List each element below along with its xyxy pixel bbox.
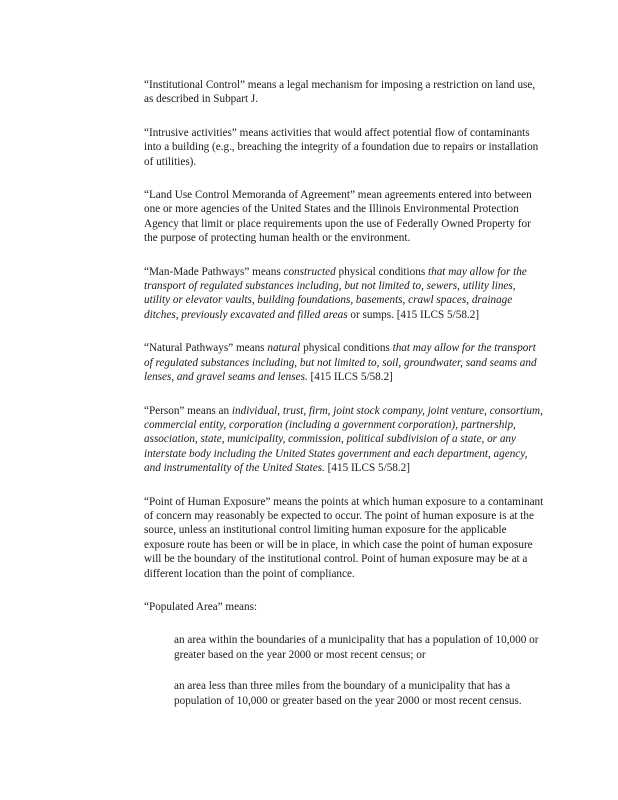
text-run: physical conditions (300, 342, 393, 355)
text-run: “Person” means an (144, 404, 232, 417)
definition-person (144, 404, 544, 476)
definition-land-use-control-memoranda (144, 188, 544, 246)
text-run: or sumps. [415 ILCS 5/58.2] (347, 308, 480, 321)
populated-area-item: an area less than three miles from the boundary of a municipality that has a population of 10,000 or greater based on the year 2000 or most recent census. (174, 680, 522, 707)
definition-man-made-pathways (144, 265, 544, 323)
text-run: [415 ILCS 5/58.2] (324, 462, 411, 475)
italic-run: constructed (283, 265, 336, 278)
populated-area-list (144, 633, 544, 708)
text-run: “Point of Human Exposure” means the points at which human exposure to a contaminant of concern may reasonably be expected to occur. The point of human exposure is at the source, unless an institutional control limiting human exposure for the applicable exposure route has been or will be in place, in which case the point of human exposure will be the boundary of the institutional control. Point of human exposure may be at a different location than the point of compliance. (144, 495, 544, 580)
text-run: “Institutional Control” means a legal mechanism for imposing a restriction on land use, as described in Subpart J. (144, 79, 536, 106)
definition-institutional-control (144, 78, 544, 107)
definitions-body (144, 78, 544, 725)
definition-intrusive-activities (144, 126, 544, 169)
italic-run: natural (267, 342, 301, 355)
text-run: “Populated Area” means: (144, 600, 258, 613)
definition-natural-pathways (144, 341, 544, 384)
definition-populated-area (144, 600, 544, 614)
populated-area-item: an area within the boundaries of a municipality that has a population of 10,000 or greater based on the year 2000 or most recent census; or (174, 634, 539, 661)
text-run: [415 ILCS 5/58.2] (307, 371, 393, 384)
text-run: “Intrusive activities” means activities that would affect potential flow of contaminants into a building (e.g., breaching the integrity of a foundation due to repairs or installation of utilities). (144, 126, 539, 168)
text-run: physical conditions (335, 265, 428, 278)
text-run: “Land Use Control Memoranda of Agreement” mean agreements entered into between one or more agencies of the United States and the Illinois Environmental Protection Agency that limit or place requirements upon the use of Federally Owned Property for the purpose of protecting human health or the environment. (144, 189, 532, 245)
definition-point-of-human-exposure (144, 495, 544, 581)
italic-run: individual, trust, firm, joint stock company, joint venture, consortium, commercial entity, corporation (including a government corporation), partnership, association, state, municipality, commission, political subdivision of a state, or any interstate body including the United States government and each department, agency, and instrumentality of the United States. (144, 404, 543, 475)
italic-run: that may allow for the transport of regulated substances including, but not limited to, soil, groundwater, sand seams and lenses, and gravel seams and lenses. (144, 342, 537, 384)
text-run: “Natural Pathways” means (144, 342, 268, 355)
text-run: “Man-Made Pathways” means (144, 265, 284, 278)
italic-run: that may allow for the transport of regulated substances including, but not limited to, sewers, utility lines, utility or elevator vaults, building foundations, basements, crawl spaces, drainage ditches, previously excavated and filled areas (144, 265, 527, 321)
